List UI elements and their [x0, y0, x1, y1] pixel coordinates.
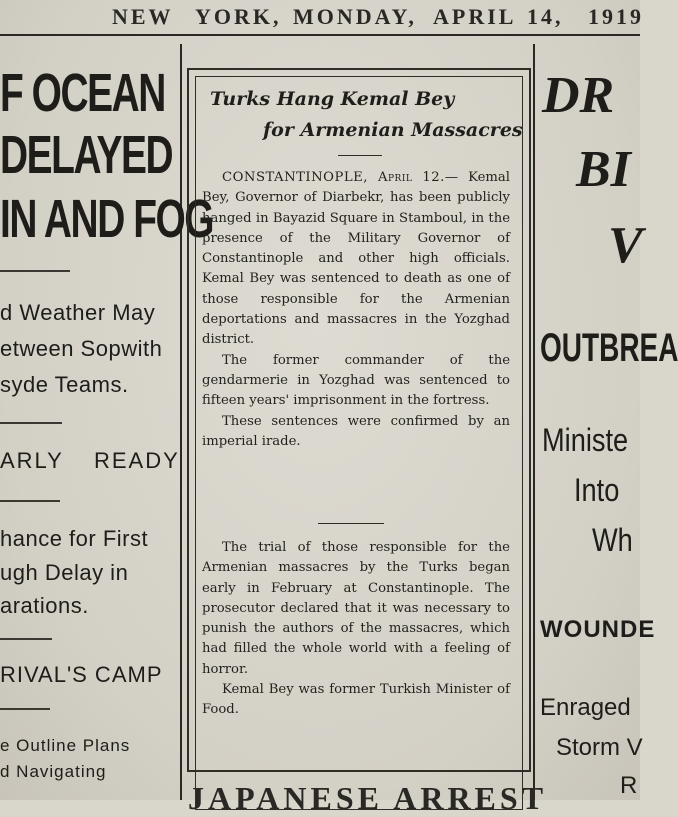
right-line-3: R	[620, 772, 638, 799]
left-column	[0, 44, 214, 800]
masthead-city: NEW	[112, 4, 174, 29]
masthead-city-2: YORK,	[195, 4, 282, 29]
left-section2-line-3: arations.	[0, 593, 89, 618]
left-divider-3	[0, 500, 60, 502]
article-title-line-2: for Armenian Massacres	[263, 119, 523, 141]
right-subhead-4: Wh	[592, 522, 633, 558]
masthead-year: 1919	[588, 4, 644, 29]
left-headline-line-3: IN AND FOG	[0, 189, 214, 249]
left-headline-line-2: DELAYED	[0, 125, 173, 185]
masthead-month: APRIL	[433, 4, 517, 29]
left-divider-1	[0, 270, 70, 272]
article-section-divider	[318, 523, 384, 524]
article-paragraph-1	[202, 168, 510, 351]
article-paragraph-4: The trial of those responsible for the Armenian massacres by the Turks began early in February at Constantinople. The prosecutor declared that it was necessary to punish the authors of the massacres, which had filled the whole world with a feeling of horror.	[202, 540, 510, 677]
right-subhead-3: Into	[574, 472, 620, 508]
left-section3-line-1: e Outline Plans	[0, 736, 131, 755]
left-divider-5	[0, 708, 50, 710]
right-section-head: WOUNDE	[540, 616, 656, 643]
article-title-line-1: Turks Hang Kemal Bey	[210, 88, 455, 110]
left-section3-head: RIVAL'S CAMP	[0, 662, 163, 687]
left-divider-4	[0, 638, 52, 640]
article-dateline: CONSTANTINOPLE, April 12.—	[222, 170, 459, 185]
article-paragraph-5: Kemal Bey was former Turkish Minister of Food.	[202, 682, 510, 718]
right-headline-line-1: DR	[542, 67, 615, 124]
column-rule-left	[180, 44, 182, 800]
right-headline-line-3: V	[608, 217, 643, 274]
left-subhead-line-1: d Weather May	[0, 300, 156, 325]
right-line-2: Storm V	[556, 734, 643, 761]
left-section3-line-2: d Navigating	[0, 762, 107, 781]
bottom-headline	[180, 778, 548, 816]
right-subhead-1: OUTBREA	[540, 326, 678, 370]
masthead-weekday: MONDAY,	[293, 4, 417, 29]
left-section2-word-2: READY	[94, 448, 180, 473]
article-paragraph-3: These sentences were confirmed by an imperial irade.	[202, 413, 510, 449]
article-paragraph-2: The former commander of the gendarmerie in Yozghad was sentenced to fifteen years' imprisonment in the fortress.	[202, 352, 510, 409]
masthead	[0, 0, 644, 36]
right-line-1: Enraged	[540, 694, 631, 721]
right-headline-line-2: BI	[576, 141, 631, 198]
left-subhead-line-2: etween Sopwith	[0, 336, 163, 361]
article-paragraph-1-text: Kemal Bey, Governor of Diarbekr, has been publicly hanged in Bayazid Square in Stamboul, in the presence of the Military Governor of Constantinople and other high officials. Kemal Bey was sentenced to death as one of those responsible for the Armenian deportations and massacres in the Yozghad district.	[202, 170, 510, 348]
article-title-divider	[338, 155, 382, 156]
left-headline-line-1: F OCEAN	[0, 63, 165, 123]
article-body-part-2	[202, 538, 510, 721]
article-body-part-1	[202, 168, 510, 452]
bottom-headline-text: JAPANESE ARREST	[188, 780, 548, 816]
left-divider-2	[0, 422, 62, 424]
left-section2-line-1: hance for First	[0, 526, 149, 551]
right-column	[534, 44, 678, 800]
left-section2-word-1: ARLY	[0, 448, 64, 473]
left-subhead-line-3: syde Teams.	[0, 372, 129, 397]
left-section2-line-2: ugh Delay in	[0, 560, 129, 585]
right-subhead-2: Ministe	[542, 422, 629, 458]
masthead-day: 14,	[527, 4, 564, 29]
